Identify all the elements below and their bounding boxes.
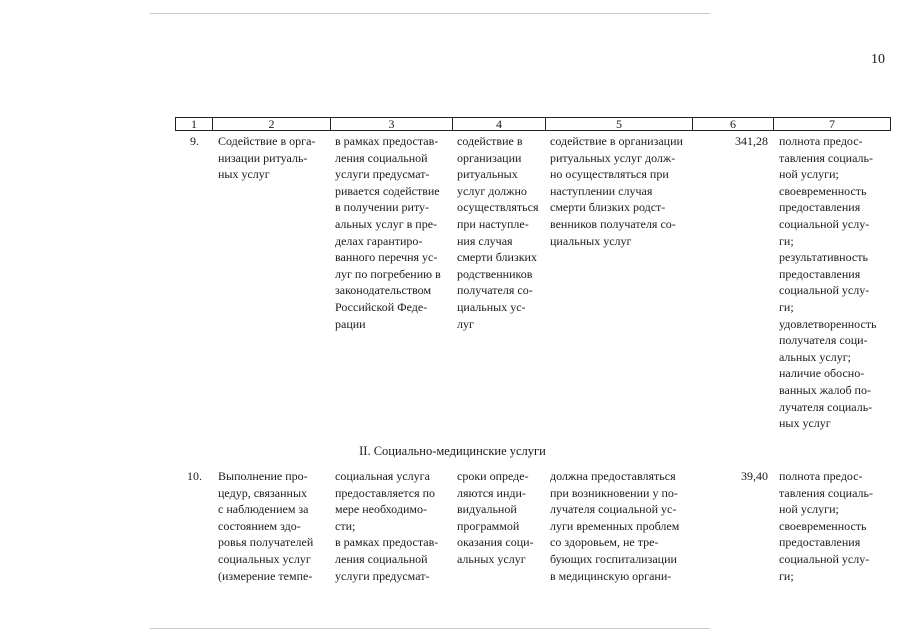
text-line: альных услуг — [457, 551, 526, 566]
section-title: II. Социально-медицинские услуги — [359, 444, 546, 458]
text-line: делах гарантиро- — [335, 233, 423, 248]
text-line: сроки опреде- — [457, 469, 529, 483]
text-line: полнота предос- — [779, 134, 863, 148]
text-line: ления социальной — [335, 150, 428, 165]
text-line: полнота предос- — [779, 469, 863, 483]
text-line: предоставления — [779, 200, 861, 215]
text-line: мере необходимо- — [335, 502, 427, 517]
text-line: социальная услуга — [335, 469, 430, 483]
text-line: предоставления — [779, 266, 861, 281]
text-line: бующих госпитализации — [550, 551, 677, 566]
text-line: результативность — [779, 250, 868, 265]
text-line: получателя соци- — [779, 333, 868, 348]
service-conditions — [550, 468, 690, 584]
text-line: своевременность — [779, 518, 867, 533]
service-description — [335, 133, 450, 332]
text-line: программой — [457, 518, 520, 533]
text-line: смерти близких родст- — [550, 200, 666, 215]
text-line: социальных услуг — [218, 551, 311, 566]
header-cell-7: 7 — [773, 117, 891, 131]
row-number: 9. — [190, 134, 199, 148]
text-line: луги временных проблем — [550, 518, 680, 533]
text-line: ровья получателей — [218, 535, 314, 550]
header-cell-1: 1 — [175, 117, 212, 131]
service-name — [218, 468, 328, 584]
service-name — [218, 133, 328, 183]
text-line: содействие в — [457, 134, 523, 148]
text-line: с наблюдением за — [218, 502, 309, 517]
text-line: ги; — [779, 568, 794, 583]
text-line: получателя со- — [457, 283, 533, 298]
text-line: содействие в организации — [550, 134, 683, 148]
text-line: венников получателя со- — [550, 216, 676, 231]
text-line: в медицинскую органи- — [550, 568, 672, 583]
text-line: альных услуг в пре- — [335, 216, 438, 231]
header-cell-3: 3 — [330, 117, 452, 131]
text-line: удовлетворенность — [779, 316, 877, 331]
text-line: социальной услу- — [779, 551, 870, 566]
text-line: цедур, связанных — [218, 485, 308, 500]
text-line: предоставляется по — [335, 485, 436, 500]
text-line: тавления социаль- — [779, 150, 873, 165]
text-line: осуществляться — [457, 200, 539, 215]
service-conditions — [550, 133, 690, 249]
text-line: (измерение темпе- — [218, 568, 313, 583]
text-line: своевременность — [779, 183, 867, 198]
text-line: ных услуг — [779, 416, 831, 431]
text-line: ги; — [779, 299, 794, 314]
text-line: ния случая — [457, 233, 513, 248]
text-line: смерти близких — [457, 250, 537, 265]
row-number: 10. — [187, 469, 202, 483]
text-line: оказания соци- — [457, 535, 534, 550]
text-line: ной услуги; — [779, 502, 839, 517]
text-line: ритуальных услуг долж- — [550, 150, 676, 165]
service-terms — [457, 133, 543, 332]
text-line: ритуальных — [457, 167, 518, 182]
text-line: видуальной — [457, 502, 517, 517]
text-line: услуги предусмат- — [335, 568, 430, 583]
text-line: Выполнение про- — [218, 469, 308, 483]
header-cell-4: 4 — [452, 117, 545, 131]
text-line: ления социальной — [335, 551, 428, 566]
service-tariff: 39,40 — [741, 469, 768, 483]
text-line: ривается содействие — [335, 183, 440, 198]
quality-indicators — [779, 468, 887, 584]
scan-artifact-top — [150, 13, 710, 14]
text-line: предоставления — [779, 535, 861, 550]
text-line: циальных ус- — [457, 299, 526, 314]
text-line: альных услуг; — [779, 349, 851, 364]
text-line: со здоровьем, не тре- — [550, 535, 659, 550]
service-tariff: 341,28 — [735, 134, 768, 148]
header-cell-5: 5 — [545, 117, 692, 131]
text-line: должна предоставляться — [550, 469, 676, 483]
text-line: наличие обосно- — [779, 366, 865, 381]
text-line: тавления социаль- — [779, 485, 873, 500]
text-line: организации — [457, 150, 522, 165]
text-line: низации ритуаль- — [218, 150, 308, 165]
text-line: наступлении случая — [550, 183, 653, 198]
text-line: Российской Феде- — [335, 299, 428, 314]
service-terms — [457, 468, 543, 568]
text-line: в рамках предостав- — [335, 134, 439, 148]
text-line: сти; — [335, 518, 356, 533]
text-line: луг по погребению в — [335, 266, 441, 281]
text-line: ванных жалоб по- — [779, 382, 871, 397]
service-description — [335, 468, 450, 584]
text-line: ной услуги; — [779, 167, 839, 182]
text-line: при наступле- — [457, 216, 529, 231]
text-line: родственников — [457, 266, 533, 281]
text-line: ляются инди- — [457, 485, 526, 500]
text-line: ванного перечня ус- — [335, 250, 438, 265]
text-line: лучателя социальной ус- — [550, 502, 677, 517]
text-line: но осуществляться при — [550, 167, 669, 182]
text-line: циальных услуг — [550, 233, 632, 248]
text-line: Содействие в орга- — [218, 134, 316, 148]
text-line: при возникновении у по- — [550, 485, 678, 500]
scan-artifact-bottom — [150, 628, 710, 629]
text-line: луг — [457, 316, 474, 331]
text-line: рации — [335, 316, 366, 331]
text-line: состоянием здо- — [218, 518, 301, 533]
text-line: законодательством — [335, 283, 432, 298]
quality-indicators — [779, 133, 887, 432]
text-line: ных услуг — [218, 167, 270, 182]
text-line: в рамках предостав- — [335, 535, 439, 550]
text-line: в получении риту- — [335, 200, 430, 215]
text-line: услуг должно — [457, 183, 527, 198]
text-line: социальной услу- — [779, 216, 870, 231]
text-line: услуги предусмат- — [335, 167, 430, 182]
text-line: социальной услу- — [779, 283, 870, 298]
header-cell-2: 2 — [212, 117, 330, 131]
text-line: ги; — [779, 233, 794, 248]
page-number: 10 — [871, 52, 885, 67]
header-cell-6: 6 — [692, 117, 773, 131]
text-line: лучателя социаль- — [779, 399, 873, 414]
